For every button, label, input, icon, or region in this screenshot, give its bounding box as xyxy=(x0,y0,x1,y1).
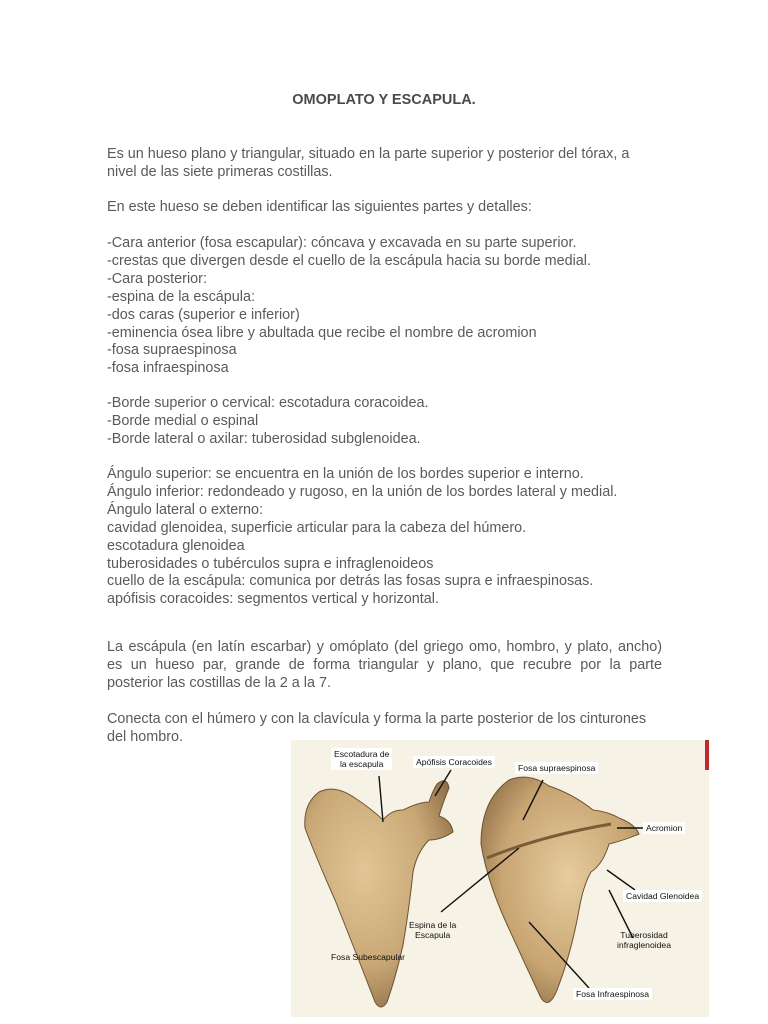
text-line: del hombro. xyxy=(107,728,183,745)
list-item: tuberosidades o tubérculos supra e infraglenoideos xyxy=(107,555,434,572)
text-line: nivel de las siete primeras costillas. xyxy=(107,163,333,180)
label-line: Espina de la xyxy=(409,920,457,930)
label-line: Escapula xyxy=(414,930,451,940)
list-item: Ángulo superior: se encuentra en la unión de los bordes superior e interno. xyxy=(107,466,584,482)
text-line: La escápula (en latín escarbar) y omóplato (del griego omo, hombro, y plato, ancho) xyxy=(107,639,662,655)
list-item: -Borde lateral o axilar: tuberosidad subglenoidea. xyxy=(107,430,421,447)
label-line: Escotadura de xyxy=(334,749,390,759)
posterior-scapula-shape xyxy=(481,777,639,1002)
list-item: -crestas que divergen desde el cuello de la escápula hacia su borde medial. xyxy=(107,252,591,269)
text-line: Conecta con el húmero y con la clavícula y forma la parte posterior de los cinturones xyxy=(107,711,647,727)
list-item: -Borde medial o espinal xyxy=(107,412,259,429)
label-escotadura xyxy=(331,748,392,770)
label-fosa-subescapular: Fosa Subescapular xyxy=(331,952,406,962)
page-title: OMOPLATO Y ESCAPULA. xyxy=(292,92,476,108)
list-item: cuello de la escápula: comunica por detrás las fosas supra e infraespinosas. xyxy=(107,573,594,590)
label-espina xyxy=(409,920,456,940)
label-line: la escapula xyxy=(339,759,384,769)
etymology-paragraph xyxy=(107,639,662,693)
label-line: Tuberosidad xyxy=(620,930,668,940)
list-item: -fosa infraespinosa xyxy=(107,360,229,377)
label-fosa-infraespinosa: Fosa Infraespinosa xyxy=(573,988,652,1000)
list-item: -eminencia ósea libre y abultada que recibe el nombre de acromion xyxy=(107,324,537,341)
list-item: -Cara posterior: xyxy=(107,270,207,287)
text-line: Es un hueso plano y triangular, situado en la parte superior y posterior del tórax, a xyxy=(107,146,630,162)
list-item: -fosa supraespinosa xyxy=(107,342,237,359)
list-item: -espina de la escápula: xyxy=(107,288,256,305)
scapula-illustration xyxy=(291,740,709,1017)
text-line: En este hueso se deben identificar las siguientes partes y detalles: xyxy=(107,199,532,215)
anterior-scapula-shape xyxy=(305,781,453,1007)
label-line: infraglenoidea xyxy=(617,940,671,950)
label-tuberosidad xyxy=(617,930,671,950)
list-item: cavidad glenoidea, superficie articular para la cabeza del húmero. xyxy=(107,519,527,536)
identify-paragraph xyxy=(107,199,662,217)
list-item: -dos caras (superior e inferior) xyxy=(107,306,300,323)
list-item: -Cara anterior (fosa escapular): cóncava y excavada en su parte superior. xyxy=(107,235,577,251)
angles-list xyxy=(107,466,662,609)
list-item: escotadura glenoidea xyxy=(107,537,245,554)
parts-list xyxy=(107,235,662,378)
list-item: Ángulo inferior: redondeado y rugoso, en la unión de los bordes lateral y medial. xyxy=(107,483,618,500)
label-cavidad-glenoidea: Cavidad Glenoidea xyxy=(623,890,702,902)
label-acromion: Acromion xyxy=(643,822,685,834)
list-item: apófisis coracoides: segmentos vertical y horizontal. xyxy=(107,591,439,608)
list-item: Ángulo lateral o externo: xyxy=(107,501,263,518)
text-line: posterior las costillas de la 2 a la 7. xyxy=(107,674,331,691)
intro-paragraph xyxy=(107,146,662,182)
borders-list xyxy=(107,395,662,449)
scapula-drawing xyxy=(291,740,709,1017)
text-line: es un hueso par, grande de forma triangular y plano, que recubre por la parte xyxy=(107,656,662,673)
list-item: -Borde superior o cervical: escotadura coracoidea. xyxy=(107,395,429,411)
label-fosa-supraespinosa: Fosa supraespinosa xyxy=(515,762,598,774)
label-apofisis: Apófisis Coracoides xyxy=(413,756,495,768)
